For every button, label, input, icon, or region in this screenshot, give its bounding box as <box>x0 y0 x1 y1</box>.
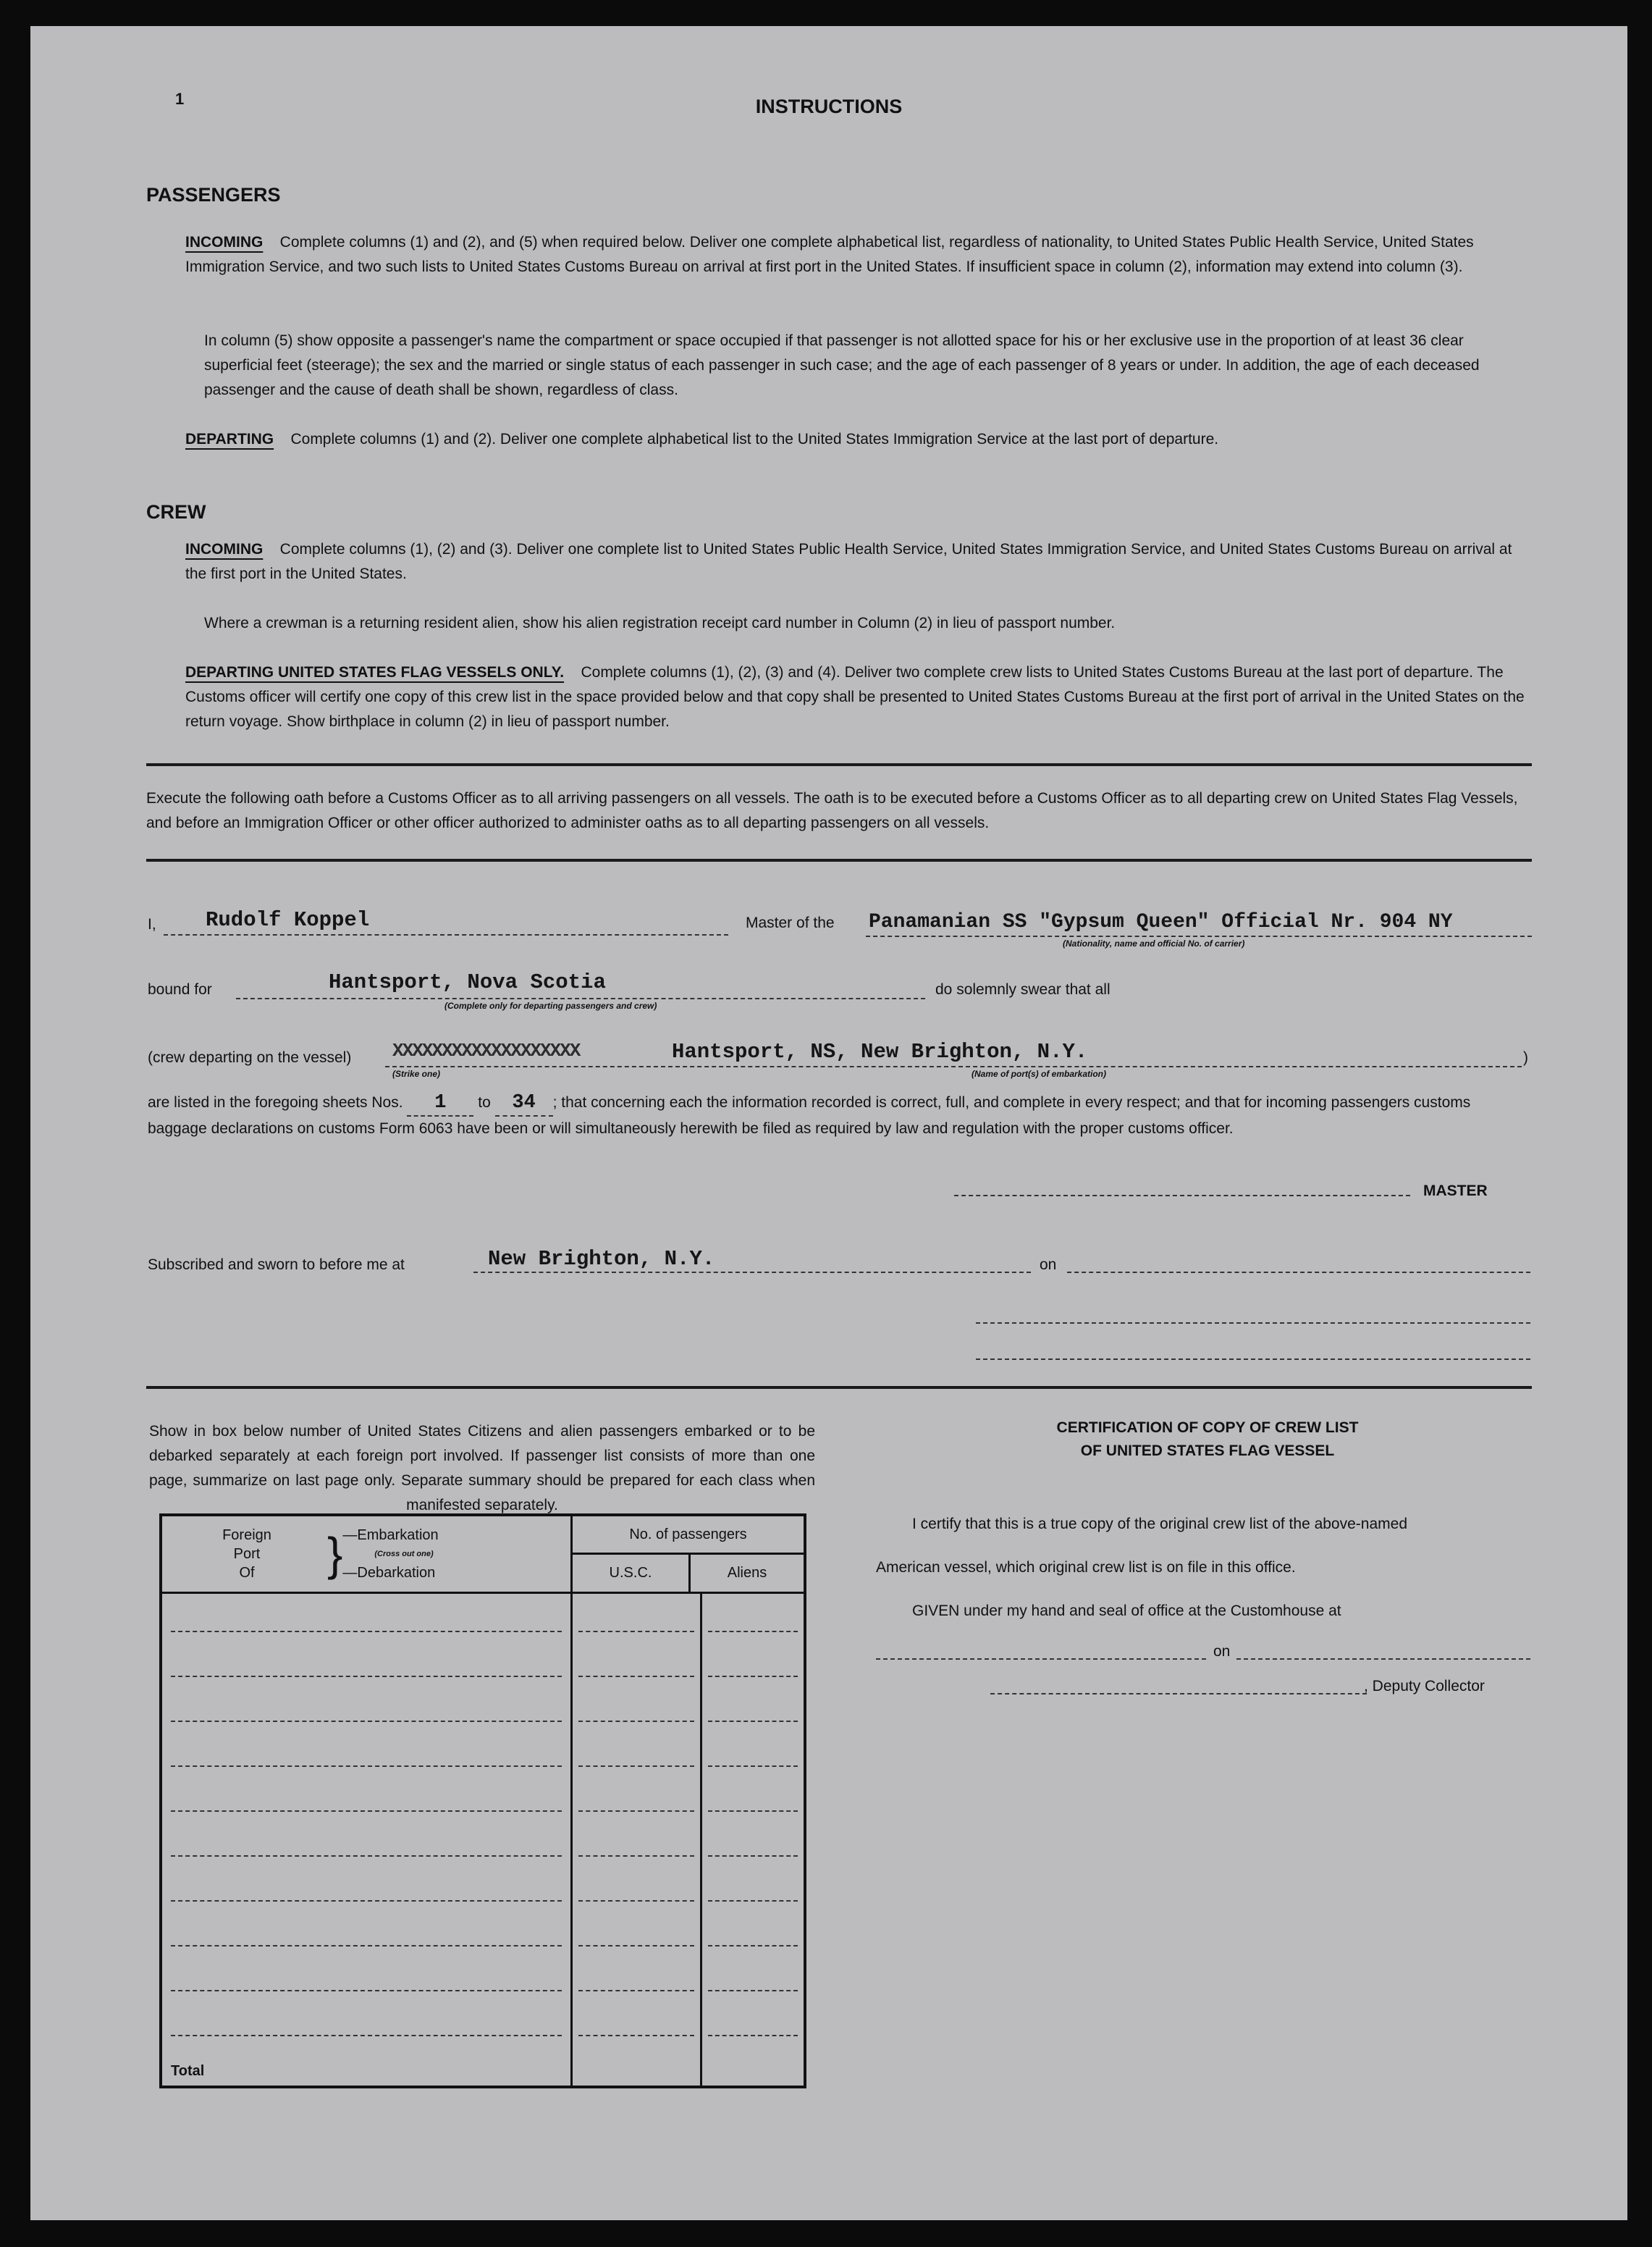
date-line <box>1067 1272 1530 1273</box>
sheet-from: 1 <box>434 1092 447 1114</box>
master-signature-line <box>954 1195 1410 1196</box>
strike-text: XXXXXXXXXXXXXXXXXXX <box>392 1040 580 1062</box>
ports-caption: (Name of port(s) of embarkation) <box>972 1069 1107 1079</box>
master-label: MASTER <box>1423 1183 1488 1199</box>
passenger-summary-table <box>159 1513 806 2088</box>
oath-instructions: Execute the following oath before a Customs Officer as to all arriving passengers on all vessels. The oath is to be executed before a Customs Officer as to all departing crew on United States Flag Vessels, and before an Immigration Officer or other officer authorized to administer oaths as to all departing passengers on all vessels. <box>146 790 1518 831</box>
sheets-paragraph <box>148 1091 1533 1141</box>
port-cell[interactable] <box>161 1593 572 1638</box>
vessel-caption: (Nationality, name and official No. of carrier) <box>1063 938 1245 949</box>
summary-row <box>161 1818 805 1862</box>
crew-departing-label: (crew departing on the vessel) <box>148 1049 352 1066</box>
fill-line <box>236 998 925 999</box>
port-header <box>162 1526 332 1582</box>
customhouse-line <box>876 1658 1206 1660</box>
port-label-1: Foreign <box>222 1527 271 1543</box>
summary-total-row <box>161 2042 805 2087</box>
port-label-3: Of <box>239 1565 255 1581</box>
sheets-label: are listed in the foregoing sheets Nos. <box>148 1094 403 1111</box>
crew-departing-label: DEPARTING UNITED STATES FLAG VESSELS ONLY. <box>185 664 565 681</box>
close-paren: ) <box>1523 1049 1528 1066</box>
aliens-cell[interactable] <box>701 1997 806 2042</box>
passengers-incoming-text: Complete columns (1) and (2), and (5) when required below. Deliver one complete alphabetical list, regardless of nationality, to United States Public Health Service, United States Immigration Service, and two such lists to United States Customs Bureau on arrival at first port in the United States. If insufficient space in column (2), information may extend into column (3). <box>185 234 1474 275</box>
certification-text1: I certify that this is a true copy of the original crew list of the above-named <box>912 1516 1407 1532</box>
passengers-departing-paragraph <box>185 427 1532 452</box>
embark-options <box>342 1526 438 1582</box>
aliens-cell[interactable] <box>701 1773 806 1818</box>
usc-cell[interactable] <box>572 1862 701 1907</box>
port-label-2: Port <box>233 1546 261 1562</box>
usc-cell[interactable] <box>572 1683 701 1728</box>
crew-incoming-label: INCOMING <box>185 541 264 558</box>
crew-incoming-paragraph <box>185 537 1532 587</box>
sheet-to: 34 <box>512 1092 536 1114</box>
port-cell[interactable] <box>161 1728 572 1773</box>
crew-departing-text: Complete columns (1), (2), (3) and (4). Deliver two complete crew lists to United States Customs Bureau at the last port of departure. The Customs officer will certify one copy of this crew list in the space provided below and that copy shall be presented to United States Customs Bureau at the first port of arrival in the United States on the return voyage. Show birthplace in column (2) in lieu of passport number. <box>185 664 1525 730</box>
sheet-to-field <box>495 1091 553 1117</box>
summary-row <box>161 1952 805 1997</box>
usc-cell[interactable] <box>572 1952 701 1997</box>
aliens-cell[interactable] <box>701 1952 806 1997</box>
strike-caption: (Strike one) <box>392 1069 441 1079</box>
fill-line <box>385 1066 1522 1067</box>
aliens-cell[interactable] <box>701 1862 806 1907</box>
port-cell[interactable] <box>161 1907 572 1952</box>
brace-icon: } <box>327 1528 343 1580</box>
divider <box>146 1386 1532 1389</box>
port-header-cell <box>161 1515 572 1593</box>
aliens-cell[interactable] <box>701 1907 806 1952</box>
aliens-cell[interactable] <box>701 1818 806 1862</box>
sheet-from-field <box>407 1091 473 1117</box>
summary-header-row <box>161 1515 805 1593</box>
master-of-label: Master of the <box>746 915 835 931</box>
usc-cell[interactable] <box>572 2042 701 2087</box>
port-cell[interactable] <box>161 1862 572 1907</box>
certification-text3: GIVEN under my hand and seal of office at the Customhouse at <box>912 1603 1341 1619</box>
divider <box>146 859 1532 862</box>
master-name: Rudolf Koppel <box>206 908 370 932</box>
aliens-cell[interactable] <box>701 1683 806 1728</box>
deputy-collector-label: , Deputy Collector <box>1364 1678 1485 1694</box>
summary-row <box>161 1862 805 1907</box>
passengers-departing-text: Complete columns (1) and (2). Deliver one complete alphabetical list to the United States Immigration Service at the last port of departure. <box>290 431 1219 448</box>
crew-incoming-text: Complete columns (1), (2) and (3). Deliver one complete list to United States Public Health Service, United States Immigration Service, and United States Customs Bureau on arrival at the first port in the United States. <box>185 541 1512 582</box>
aliens-cell[interactable] <box>701 1728 806 1773</box>
document-page <box>30 26 1627 2220</box>
passengers-departing-label: DEPARTING <box>185 431 274 448</box>
fill-line <box>866 936 1532 937</box>
aliens-cell[interactable] <box>701 1593 806 1638</box>
usc-cell[interactable] <box>572 1907 701 1952</box>
certification-date-line <box>1236 1658 1530 1660</box>
certification-text2: American vessel, which original crew list is on file in this office. <box>876 1559 1296 1576</box>
certification-on-label: on <box>1213 1643 1231 1660</box>
port-cell[interactable] <box>161 1997 572 2042</box>
debarkation-option[interactable]: —Debarkation <box>342 1565 436 1581</box>
officer-line <box>976 1358 1530 1360</box>
fill-line <box>473 1272 1031 1273</box>
crew-incoming-text2: Where a crewman is a returning resident alien, show his alien registration receipt card number in Column (2) in lieu of passport number. <box>204 615 1116 631</box>
usc-cell[interactable] <box>572 1638 701 1683</box>
summary-row <box>161 1997 805 2042</box>
swear-label: do solemnly swear that all <box>935 981 1111 998</box>
total-label-cell <box>161 2042 572 2087</box>
summary-row <box>161 1728 805 1773</box>
port-cell[interactable] <box>161 1638 572 1683</box>
aliens-cell[interactable] <box>701 2042 806 2087</box>
i-label: I, <box>148 916 156 933</box>
passengers-heading: PASSENGERS <box>146 184 281 206</box>
usc-cell[interactable] <box>572 1773 701 1818</box>
aliens-header: Aliens <box>727 1565 767 1581</box>
vessel-name: Panamanian SS "Gypsum Queen" Official Nr. 904 NY <box>869 911 1453 933</box>
officer-line <box>976 1322 1530 1324</box>
passengers-incoming-paragraph <box>185 230 1532 280</box>
total-label: Total <box>171 2062 205 2079</box>
embarkation-ports: Hantsport, NS, New Brighton, N.Y. <box>672 1040 1088 1064</box>
oath-statement: ; that concerning each the information recorded is correct, full, and complete in every respect; and that for incoming passengers customs baggage declarations on customs Form 6063 have been or will simultaneously herewith be filed as required by law and regulation with the proper customs officer. <box>148 1094 1471 1137</box>
no-passengers-header: No. of passengers <box>573 1516 804 1555</box>
sheet-number: 1 <box>175 90 185 108</box>
bound-for-caption: (Complete only for departing passengers and crew) <box>444 1001 657 1011</box>
usc-cell[interactable] <box>572 1728 701 1773</box>
certification-title-line2: OF UNITED STATES FLAG VESSEL <box>1080 1442 1335 1459</box>
passengers-incoming-text2: In column (5) show opposite a passenger's name the compartment or space occupied if that passenger is not allotted space for his or her exclusive use in the proportion of at least 36 clear superficial feet (steerage); the sex and the married or single status of each passenger in such case; and the age of each passenger of 8 years or under. In addition, the age of each deceased passenger and the cause of death shall be shown, regardless of class. <box>204 332 1480 398</box>
certification-title-line1: CERTIFICATION OF COPY OF CREW LIST <box>1056 1419 1359 1436</box>
summary-row <box>161 1593 805 1638</box>
port-cell[interactable] <box>161 1952 572 1997</box>
passengers-incoming-label: INCOMING <box>185 234 264 251</box>
port-cell[interactable] <box>161 1818 572 1862</box>
sworn-at: New Brighton, N.Y. <box>488 1247 715 1271</box>
cross-out-note: (Cross out one) <box>374 1550 434 1558</box>
port-cell[interactable] <box>161 1773 572 1818</box>
summary-row <box>161 1907 805 1952</box>
deputy-signature-line <box>990 1693 1367 1694</box>
certification-title <box>882 1416 1533 1463</box>
summary-body <box>161 1593 805 2087</box>
on-label: on <box>1040 1256 1057 1273</box>
divider <box>146 763 1532 766</box>
usc-cell[interactable] <box>572 1818 701 1862</box>
summary-instructions: Show in box below number of United States Citizens and alien passengers embarked or to be debarked separately at each foreign port involved. If passenger list consists of more than one page, summarize on last page only. Separate summary should be prepared for each class when manifested separately. <box>149 1423 815 1513</box>
to-label: to <box>478 1094 491 1111</box>
aliens-cell[interactable] <box>701 1638 806 1683</box>
subscribed-label: Subscribed and sworn to before me at <box>148 1256 405 1273</box>
crew-departing-paragraph <box>185 660 1532 734</box>
port-cell[interactable] <box>161 1683 572 1728</box>
summary-row <box>161 1683 805 1728</box>
instructions-title: INSTRUCTIONS <box>755 96 903 117</box>
usc-cell[interactable] <box>572 1593 701 1638</box>
crew-heading: CREW <box>146 501 206 523</box>
summary-row <box>161 1638 805 1683</box>
fill-line <box>164 934 728 936</box>
usc-header: U.S.C. <box>573 1555 691 1592</box>
bound-for: Hantsport, Nova Scotia <box>329 970 606 994</box>
bound-for-label: bound for <box>148 981 212 998</box>
usc-cell[interactable] <box>572 1997 701 2042</box>
passengers-header-cell <box>572 1515 806 1593</box>
summary-row <box>161 1773 805 1818</box>
embarkation-option[interactable]: —Embarkation <box>342 1527 439 1543</box>
